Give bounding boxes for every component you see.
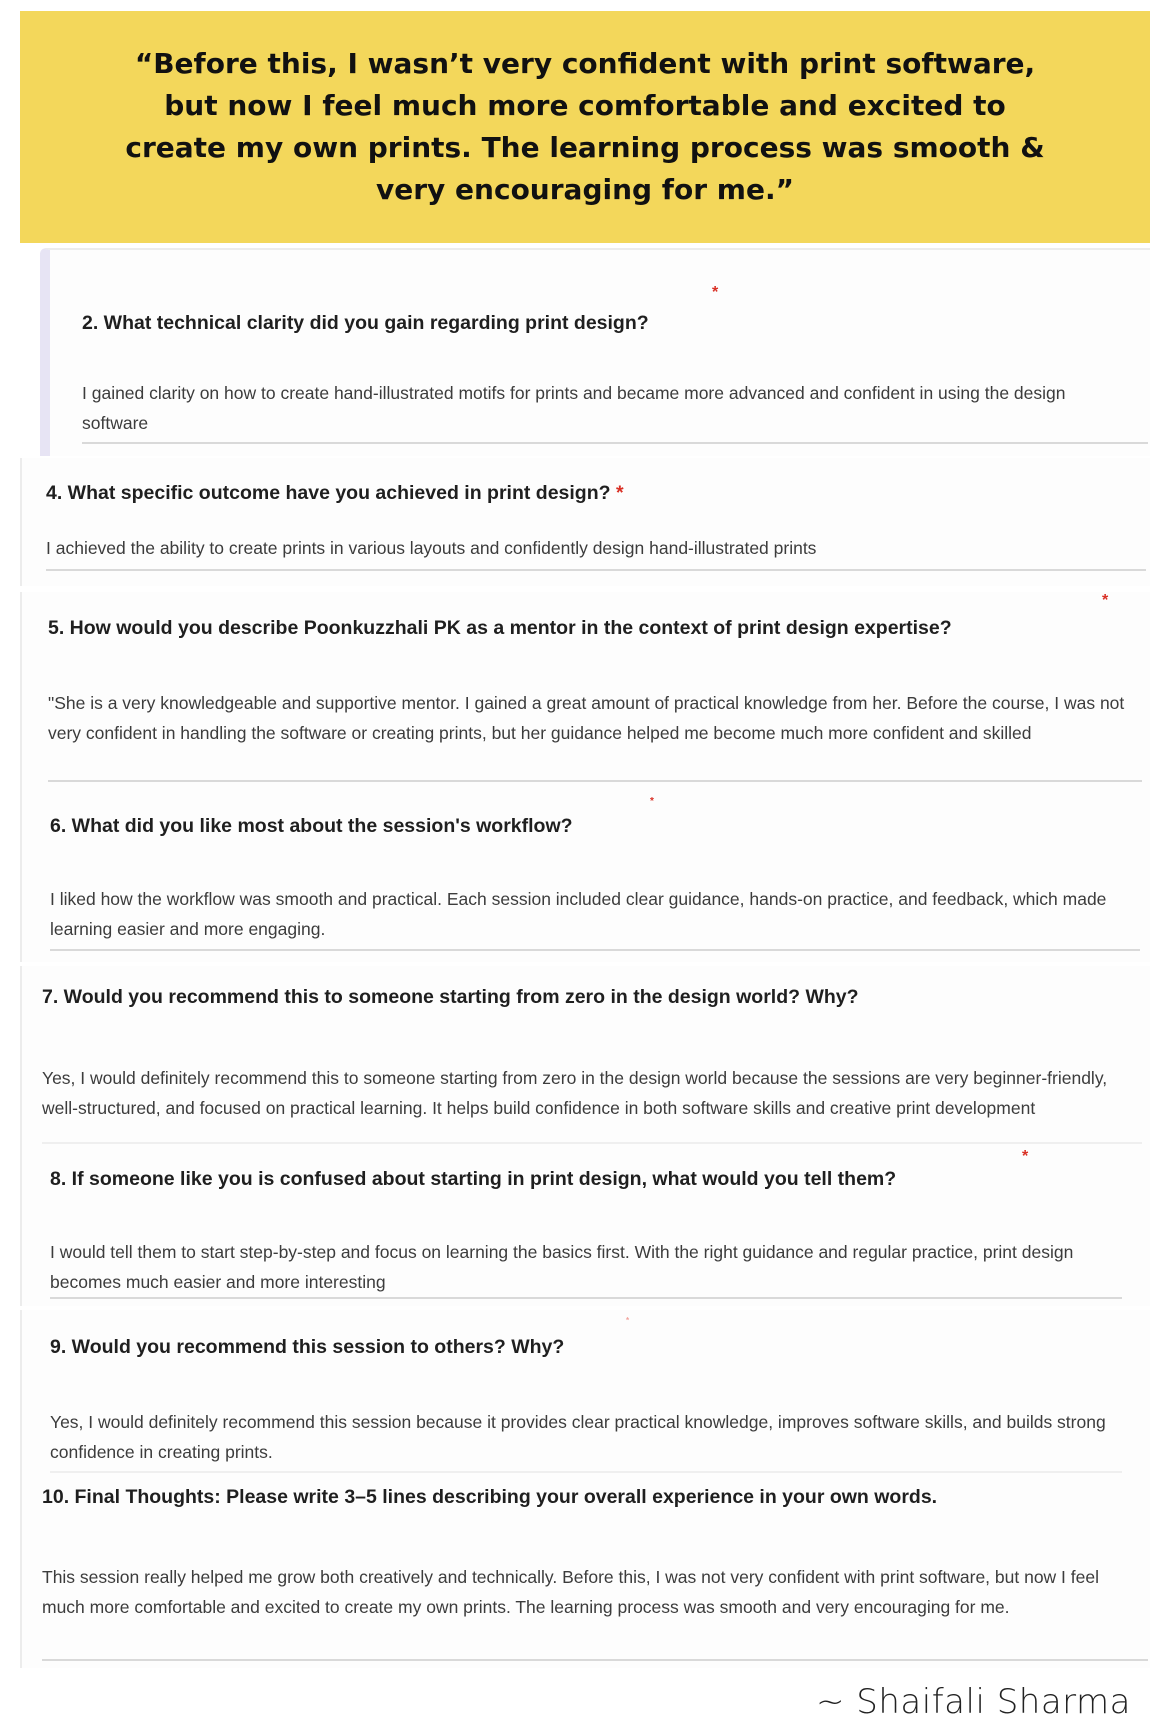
answer-text: Yes, I would definitely recommend this session because it provides clear practical knowledge, improves software skills, and builds strong confidence in creating prints. — [50, 1412, 1106, 1462]
answer-text: I liked how the workflow was smooth and practical. Each session included clear guidance, hands-on practice, and feedback, which made learning easier and more engaging. — [50, 889, 1107, 939]
answer-underline — [82, 442, 1148, 444]
required-star: * — [1102, 592, 1109, 609]
required-star: * — [615, 482, 624, 504]
question-card-9 — [20, 1310, 1150, 1480]
answer-underline — [46, 569, 1146, 571]
required-star: * — [650, 796, 654, 807]
answer-text: Yes, I would definitely recommend this to someone starting from zero in the design world because the sessions are very beginner-friendly, well-structured, and focused on practical learning. It helps build confidence in both software skills and creative print development — [42, 1068, 1108, 1118]
question-text: 6. What did you like most about the session's workflow? — [50, 815, 573, 837]
answer-text: This session really helped me grow both creatively and technically. Before this, I was not very confident with print software, but now I feel much more comfortable and excited to create my own prints. The learning process was smooth and very encouraging for me. — [42, 1567, 1099, 1617]
question-text — [46, 482, 624, 505]
answer-underline — [50, 949, 1140, 951]
quote-banner — [20, 11, 1150, 243]
question-text: 8. If someone like you is confused about starting in print design, what would you tell them? — [50, 1168, 897, 1190]
answer-underline — [42, 1142, 1142, 1144]
answer-text: I would tell them to start step-by-step and focus on learning the basics first. With the right guidance and regular practice, print design becomes much easier and more interesting — [50, 1242, 1074, 1292]
question-card-7 — [20, 966, 1150, 1146]
answer-underline — [48, 780, 1142, 782]
answer-underline — [42, 1659, 1148, 1661]
answer-underline — [50, 1471, 1122, 1473]
question-card-10 — [20, 1478, 1150, 1668]
question-card-6 — [20, 792, 1150, 962]
required-star: * — [626, 1316, 630, 1325]
answer-text: "She is a very knowledgeable and supportive mentor. I gained a great amount of practical knowledge from her. Before the course, I was not very confident in handling the software or creating prints, but her guidance helped me become much more confident and skilled — [48, 693, 1125, 743]
answer-text: I achieved the ability to create prints in various layouts and confidently design hand-illustrated prints — [46, 538, 817, 558]
question-text: 9. Would you recommend this session to others? Why? — [50, 1336, 565, 1358]
required-star: * — [1022, 1148, 1029, 1165]
question-card-4 — [20, 458, 1150, 586]
answer-text: I gained clarity on how to create hand-illustrated motifs for prints and became more advanced and confident in using the design software — [82, 383, 1066, 433]
question-text: 7. Would you recommend this to someone starting from zero in the design world? Why? — [42, 986, 859, 1008]
question-text: 5. How would you describe Poonkuzzhali PK as a mentor in the context of print design expertise? — [48, 617, 952, 639]
question-text: 10. Final Thoughts: Please write 3–5 lines describing your overall experience in your own words. — [42, 1486, 938, 1508]
answer-underline — [50, 1297, 1122, 1299]
question-text: 2. What technical clarity did you gain regarding print design? — [82, 312, 649, 334]
question-card-2 — [40, 248, 1150, 456]
question-card-5 — [20, 592, 1150, 792]
signature: ~ Shaifali Sharma — [815, 1682, 1131, 1722]
required-star: * — [712, 284, 719, 301]
question-label: 4. What specific outcome have you achieved in print design? — [46, 482, 611, 504]
banner-quote: “Before this, I wasn’t very confident with print software, but now I feel much more comfortable and excited to create my own prints. The learning process was smooth & very encouraging for me.” — [125, 47, 1045, 206]
question-card-8 — [20, 1146, 1150, 1306]
